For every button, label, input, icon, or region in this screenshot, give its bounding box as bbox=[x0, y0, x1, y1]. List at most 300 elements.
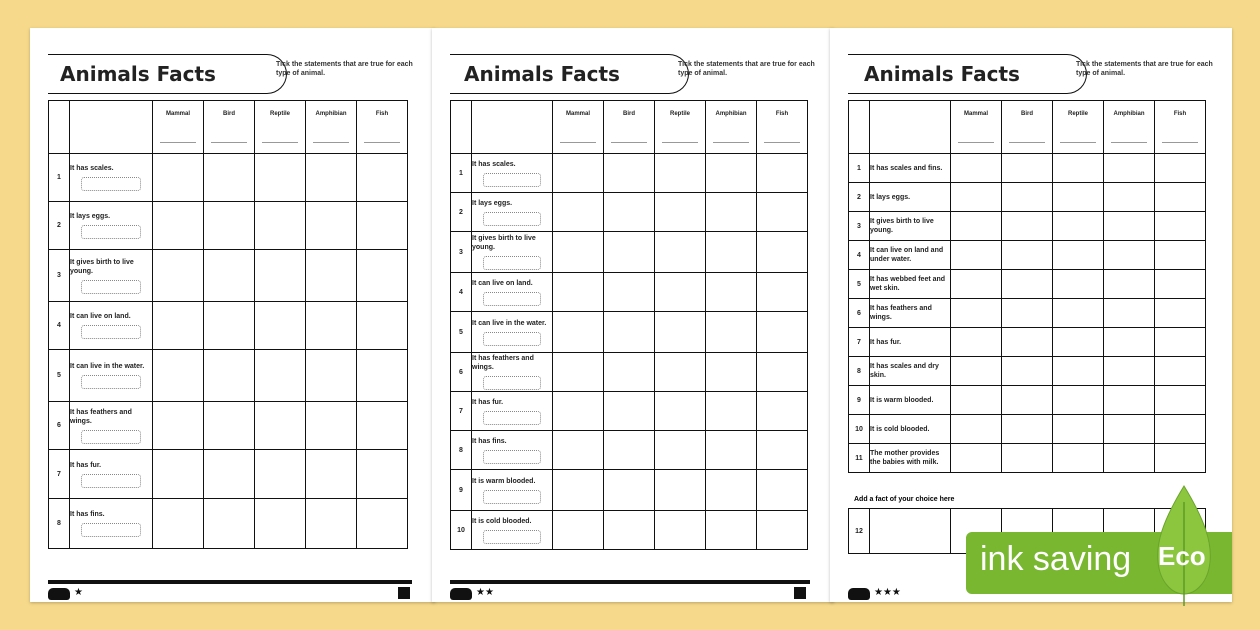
tick-box[interactable] bbox=[1104, 299, 1155, 328]
table-row bbox=[451, 232, 808, 273]
tick-box[interactable] bbox=[706, 431, 757, 470]
table-row bbox=[451, 470, 808, 511]
tick-box[interactable] bbox=[357, 350, 408, 402]
table-header-row bbox=[849, 101, 1206, 154]
table-row bbox=[49, 402, 408, 450]
tick-box[interactable] bbox=[306, 154, 357, 202]
statement-cell bbox=[472, 154, 553, 193]
tick-box[interactable] bbox=[204, 154, 255, 202]
tick-box[interactable] bbox=[306, 499, 357, 549]
tick-box[interactable] bbox=[1053, 415, 1104, 444]
tick-box[interactable] bbox=[1053, 270, 1104, 299]
statement-cell bbox=[472, 273, 553, 312]
statement-illustration-icon bbox=[81, 225, 140, 239]
statement-illustration-icon bbox=[483, 173, 541, 187]
animal-header-label: Fish bbox=[375, 111, 389, 117]
table-row bbox=[849, 241, 1206, 270]
tick-box[interactable] bbox=[604, 193, 655, 232]
title-tab bbox=[48, 54, 287, 94]
tick-box[interactable] bbox=[757, 431, 808, 470]
tick-box[interactable] bbox=[1053, 357, 1104, 386]
tick-box[interactable] bbox=[306, 450, 357, 499]
tick-box[interactable] bbox=[1053, 241, 1104, 270]
statement-text: It has feathers and wings. bbox=[472, 355, 534, 371]
tick-box[interactable] bbox=[357, 250, 408, 302]
statement-text: It gives birth to live young. bbox=[70, 258, 134, 275]
worksheet-1 bbox=[30, 28, 435, 602]
tick-box[interactable] bbox=[153, 350, 204, 402]
statement-header-cell bbox=[472, 101, 553, 154]
page-title: Animals Facts bbox=[864, 62, 1020, 86]
tick-box[interactable] bbox=[553, 232, 604, 273]
reptile-sketch-icon bbox=[662, 122, 698, 143]
title-tab bbox=[450, 54, 689, 94]
tick-box[interactable] bbox=[1053, 299, 1104, 328]
statement-cell bbox=[870, 241, 951, 270]
tick-box[interactable] bbox=[1002, 212, 1053, 241]
tick-box[interactable] bbox=[951, 270, 1002, 299]
tick-box[interactable] bbox=[553, 273, 604, 312]
statement-text: It lays eggs. bbox=[870, 193, 911, 201]
statement-text: It gives birth to live young. bbox=[472, 235, 536, 251]
bird-sketch-icon bbox=[1009, 122, 1045, 143]
tick-box[interactable] bbox=[604, 392, 655, 431]
animal-header-cell bbox=[1155, 101, 1206, 154]
row-number: 1 bbox=[849, 154, 870, 183]
tick-box[interactable] bbox=[1002, 444, 1053, 473]
table-header-row bbox=[49, 101, 408, 154]
brand-logo-icon bbox=[48, 588, 70, 600]
tick-box[interactable] bbox=[655, 154, 706, 193]
tick-box[interactable] bbox=[655, 470, 706, 511]
tick-box[interactable] bbox=[655, 273, 706, 312]
statement-cell bbox=[870, 299, 951, 328]
tick-box[interactable] bbox=[757, 312, 808, 353]
table-row bbox=[49, 450, 408, 499]
row-number: 12 bbox=[849, 509, 870, 554]
extra-fact-input[interactable] bbox=[870, 509, 951, 554]
tick-box[interactable] bbox=[1155, 299, 1206, 328]
row-number: 5 bbox=[849, 270, 870, 299]
table-row bbox=[49, 250, 408, 302]
tick-box[interactable] bbox=[153, 250, 204, 302]
statement-cell bbox=[870, 444, 951, 473]
statement-illustration-icon bbox=[483, 292, 541, 306]
table-row bbox=[849, 154, 1206, 183]
statement-cell bbox=[70, 350, 153, 402]
row-number: 4 bbox=[451, 273, 472, 312]
table-row bbox=[451, 353, 808, 392]
tick-box[interactable] bbox=[951, 386, 1002, 415]
tick-box[interactable] bbox=[706, 193, 757, 232]
tick-box[interactable] bbox=[604, 353, 655, 392]
table-row bbox=[849, 212, 1206, 241]
corner-cell bbox=[849, 101, 870, 154]
table-row bbox=[849, 183, 1206, 212]
tick-box[interactable] bbox=[1155, 386, 1206, 415]
tick-box[interactable] bbox=[255, 250, 306, 302]
reptile-sketch-icon bbox=[1060, 122, 1096, 143]
mammal-sketch-icon bbox=[958, 122, 994, 143]
footer-bar bbox=[48, 580, 412, 584]
row-number: 1 bbox=[49, 154, 70, 202]
tick-box[interactable] bbox=[604, 154, 655, 193]
statement-illustration-icon bbox=[81, 280, 140, 294]
tick-box[interactable] bbox=[655, 232, 706, 273]
tick-box[interactable] bbox=[655, 511, 706, 550]
tick-box[interactable] bbox=[1155, 270, 1206, 299]
animal-header-label: Fish bbox=[1173, 111, 1187, 117]
tick-box[interactable] bbox=[1155, 183, 1206, 212]
tick-box[interactable] bbox=[951, 212, 1002, 241]
tick-box[interactable] bbox=[204, 450, 255, 499]
tick-box[interactable] bbox=[951, 415, 1002, 444]
animal-header-label: Bird bbox=[223, 111, 235, 117]
tick-box[interactable] bbox=[706, 273, 757, 312]
statement-cell bbox=[870, 415, 951, 444]
animal-header-cell bbox=[306, 101, 357, 154]
statement-cell bbox=[870, 270, 951, 299]
tick-box[interactable] bbox=[1155, 444, 1206, 473]
statement-illustration-icon bbox=[81, 474, 140, 488]
fish-sketch-icon bbox=[1162, 122, 1198, 143]
animal-header-label: Mammal bbox=[165, 111, 190, 117]
tick-box[interactable] bbox=[255, 154, 306, 202]
tick-box[interactable] bbox=[757, 392, 808, 431]
animal-header-label: Amphibian bbox=[315, 111, 347, 117]
statement-cell bbox=[472, 470, 553, 511]
eco-label: Eco bbox=[1158, 541, 1206, 571]
tick-box[interactable] bbox=[1053, 154, 1104, 183]
tick-box[interactable] bbox=[604, 511, 655, 550]
statement-text: It has fins. bbox=[472, 437, 507, 445]
statement-cell bbox=[70, 402, 153, 450]
tick-box[interactable] bbox=[153, 499, 204, 549]
tick-box[interactable] bbox=[1104, 357, 1155, 386]
statement-illustration-icon bbox=[483, 530, 541, 544]
tick-box[interactable] bbox=[357, 202, 408, 250]
difficulty-stars: ★★★ bbox=[874, 587, 901, 598]
tick-box[interactable] bbox=[1104, 154, 1155, 183]
tick-box[interactable] bbox=[255, 450, 306, 499]
tick-box[interactable] bbox=[604, 232, 655, 273]
tick-box[interactable] bbox=[951, 357, 1002, 386]
statement-illustration-icon bbox=[483, 490, 541, 504]
statement-illustration-icon bbox=[81, 523, 140, 537]
tick-box[interactable] bbox=[1002, 183, 1053, 212]
statement-cell bbox=[70, 302, 153, 350]
tick-box[interactable] bbox=[1053, 212, 1104, 241]
tick-box[interactable] bbox=[655, 353, 706, 392]
table-row bbox=[849, 444, 1206, 473]
tick-box[interactable] bbox=[204, 402, 255, 450]
tick-box[interactable] bbox=[153, 154, 204, 202]
tick-box[interactable] bbox=[255, 350, 306, 402]
row-number: 6 bbox=[451, 353, 472, 392]
statement-text: It has fur. bbox=[472, 398, 504, 406]
row-number: 6 bbox=[849, 299, 870, 328]
tick-box[interactable] bbox=[357, 450, 408, 499]
tick-box[interactable] bbox=[1104, 270, 1155, 299]
statement-text: It is warm blooded. bbox=[472, 477, 536, 485]
tick-box[interactable] bbox=[706, 392, 757, 431]
tick-box[interactable] bbox=[204, 250, 255, 302]
tick-box[interactable] bbox=[153, 402, 204, 450]
facts-table bbox=[450, 100, 808, 550]
tick-box[interactable] bbox=[1002, 357, 1053, 386]
tick-box[interactable] bbox=[553, 431, 604, 470]
statement-illustration-icon bbox=[483, 212, 541, 226]
tick-box[interactable] bbox=[604, 273, 655, 312]
table-row bbox=[451, 273, 808, 312]
tick-box[interactable] bbox=[655, 312, 706, 353]
tick-box[interactable] bbox=[553, 470, 604, 511]
fish-sketch-icon bbox=[364, 122, 400, 143]
reptile-sketch-icon bbox=[262, 122, 298, 143]
row-number: 6 bbox=[49, 402, 70, 450]
statement-text: It has webbed feet and wet skin. bbox=[870, 276, 946, 292]
animal-header-cell bbox=[1104, 101, 1155, 154]
row-number: 7 bbox=[849, 328, 870, 357]
tick-box[interactable] bbox=[1002, 415, 1053, 444]
tick-box[interactable] bbox=[255, 202, 306, 250]
animal-header-label: Reptile bbox=[669, 111, 690, 117]
corner-cell bbox=[49, 101, 70, 154]
animal-header-cell bbox=[951, 101, 1002, 154]
animal-header-cell bbox=[706, 101, 757, 154]
brand-logo-icon bbox=[848, 588, 870, 600]
tick-box[interactable] bbox=[357, 402, 408, 450]
tick-box[interactable] bbox=[1002, 328, 1053, 357]
brand-logo-icon bbox=[450, 588, 472, 600]
row-number: 8 bbox=[451, 431, 472, 470]
table-row bbox=[49, 499, 408, 549]
tick-box[interactable] bbox=[153, 302, 204, 350]
statement-text: It has fins. bbox=[70, 511, 105, 518]
statement-cell bbox=[870, 357, 951, 386]
statement-cell bbox=[70, 154, 153, 202]
tick-box[interactable] bbox=[553, 312, 604, 353]
row-number: 11 bbox=[849, 444, 870, 473]
tick-box[interactable] bbox=[204, 499, 255, 549]
tick-box[interactable] bbox=[951, 444, 1002, 473]
tick-box[interactable] bbox=[1104, 183, 1155, 212]
tick-box[interactable] bbox=[655, 431, 706, 470]
tick-box[interactable] bbox=[951, 241, 1002, 270]
tick-box[interactable] bbox=[1002, 299, 1053, 328]
statement-cell bbox=[472, 431, 553, 470]
tick-box[interactable] bbox=[357, 302, 408, 350]
statement-illustration-icon bbox=[483, 376, 541, 390]
tick-box[interactable] bbox=[204, 202, 255, 250]
row-number: 9 bbox=[451, 470, 472, 511]
statement-cell bbox=[70, 450, 153, 499]
statement-text: It has scales and fins. bbox=[870, 164, 943, 172]
animal-header-label: Reptile bbox=[1067, 111, 1088, 117]
tick-box[interactable] bbox=[604, 431, 655, 470]
tick-box[interactable] bbox=[1155, 328, 1206, 357]
tick-box[interactable] bbox=[553, 511, 604, 550]
statement-illustration-icon bbox=[81, 430, 140, 444]
row-number: 3 bbox=[451, 232, 472, 273]
worksheet-2 bbox=[432, 28, 834, 602]
tick-box[interactable] bbox=[1104, 444, 1155, 473]
statement-cell bbox=[472, 511, 553, 550]
tick-box[interactable] bbox=[706, 312, 757, 353]
tick-box[interactable] bbox=[306, 402, 357, 450]
tick-box[interactable] bbox=[951, 154, 1002, 183]
tick-box[interactable] bbox=[306, 350, 357, 402]
animal-header-label: Mammal bbox=[963, 111, 988, 117]
tick-box[interactable] bbox=[1002, 154, 1053, 183]
tick-box[interactable] bbox=[757, 273, 808, 312]
tick-box[interactable] bbox=[757, 193, 808, 232]
statement-illustration-icon bbox=[483, 256, 541, 270]
table-row bbox=[451, 312, 808, 353]
animal-header-label: Fish bbox=[775, 111, 789, 117]
tick-box[interactable] bbox=[655, 392, 706, 431]
tick-box[interactable] bbox=[1155, 154, 1206, 183]
tick-box[interactable] bbox=[757, 511, 808, 550]
page-title: Animals Facts bbox=[464, 62, 620, 86]
tick-box[interactable] bbox=[757, 232, 808, 273]
row-number: 4 bbox=[49, 302, 70, 350]
tick-box[interactable] bbox=[757, 470, 808, 511]
statement-illustration-icon bbox=[483, 411, 541, 425]
statement-text: It can live on land and under water. bbox=[870, 247, 944, 263]
tick-box[interactable] bbox=[1104, 328, 1155, 357]
title-tab bbox=[848, 54, 1087, 94]
animal-header-label: Amphibian bbox=[715, 111, 747, 117]
tick-box[interactable] bbox=[951, 299, 1002, 328]
statement-cell bbox=[472, 232, 553, 273]
animal-header-cell bbox=[553, 101, 604, 154]
tick-box[interactable] bbox=[1002, 241, 1053, 270]
tick-box[interactable] bbox=[1104, 241, 1155, 270]
statement-text: It can live on land. bbox=[472, 279, 533, 287]
tick-box[interactable] bbox=[706, 232, 757, 273]
statement-cell bbox=[472, 392, 553, 431]
tick-box[interactable] bbox=[604, 312, 655, 353]
row-number: 9 bbox=[849, 386, 870, 415]
tick-box[interactable] bbox=[1053, 386, 1104, 415]
tick-box[interactable] bbox=[1053, 183, 1104, 212]
bird-sketch-icon bbox=[611, 122, 647, 143]
difficulty-stars: ★★ bbox=[476, 587, 494, 598]
amphibian-sketch-icon bbox=[1111, 122, 1147, 143]
tick-box[interactable] bbox=[1002, 386, 1053, 415]
row-number: 7 bbox=[49, 450, 70, 499]
tick-box[interactable] bbox=[255, 302, 306, 350]
animal-header-label: Mammal bbox=[565, 111, 590, 117]
tick-box[interactable] bbox=[951, 183, 1002, 212]
tick-box[interactable] bbox=[553, 392, 604, 431]
tick-box[interactable] bbox=[357, 154, 408, 202]
tick-box[interactable] bbox=[757, 353, 808, 392]
statement-cell bbox=[870, 328, 951, 357]
tick-box[interactable] bbox=[306, 202, 357, 250]
statement-cell bbox=[472, 312, 553, 353]
statement-cell bbox=[472, 193, 553, 232]
statement-text: It gives birth to live young. bbox=[870, 218, 934, 234]
animal-header-label: Bird bbox=[623, 111, 635, 117]
tick-box[interactable] bbox=[1155, 241, 1206, 270]
instructions: Tick the statements that are true for each type of animal. bbox=[678, 61, 815, 77]
tick-box[interactable] bbox=[1155, 357, 1206, 386]
tick-box[interactable] bbox=[306, 250, 357, 302]
row-number: 8 bbox=[849, 357, 870, 386]
qr-code-icon bbox=[398, 587, 410, 599]
statement-text: It can live on land. bbox=[70, 313, 131, 320]
statement-text: It has feathers and wings. bbox=[70, 408, 132, 425]
tick-box[interactable] bbox=[655, 193, 706, 232]
table-row bbox=[451, 511, 808, 550]
tick-box[interactable] bbox=[1053, 328, 1104, 357]
table-row bbox=[451, 154, 808, 193]
tick-box[interactable] bbox=[255, 402, 306, 450]
tick-box[interactable] bbox=[706, 470, 757, 511]
tick-box[interactable] bbox=[757, 154, 808, 193]
statement-cell bbox=[870, 154, 951, 183]
tick-box[interactable] bbox=[1155, 415, 1206, 444]
facts-table bbox=[48, 100, 408, 549]
tick-box[interactable] bbox=[1104, 415, 1155, 444]
instructions: Tick the statements that are true for each type of animal. bbox=[1076, 61, 1213, 77]
statement-cell bbox=[870, 183, 951, 212]
tick-box[interactable] bbox=[553, 353, 604, 392]
tick-box[interactable] bbox=[153, 202, 204, 250]
tick-box[interactable] bbox=[706, 511, 757, 550]
statement-text: It is warm blooded. bbox=[870, 396, 934, 404]
table-row bbox=[451, 193, 808, 232]
row-number: 3 bbox=[849, 212, 870, 241]
animal-header-cell bbox=[1053, 101, 1104, 154]
tick-box[interactable] bbox=[604, 470, 655, 511]
tick-box[interactable] bbox=[1002, 270, 1053, 299]
animal-header-cell bbox=[604, 101, 655, 154]
ink-saving-label: ink saving bbox=[980, 540, 1132, 578]
tick-box[interactable] bbox=[1104, 386, 1155, 415]
tick-box[interactable] bbox=[357, 499, 408, 549]
tick-box[interactable] bbox=[1053, 444, 1104, 473]
statement-text: It has scales. bbox=[472, 160, 516, 168]
table-row bbox=[451, 431, 808, 470]
table-row bbox=[49, 202, 408, 250]
tick-box[interactable] bbox=[706, 154, 757, 193]
tick-box[interactable] bbox=[1104, 212, 1155, 241]
tick-box[interactable] bbox=[706, 353, 757, 392]
tick-box[interactable] bbox=[1155, 212, 1206, 241]
statement-header-cell bbox=[870, 101, 951, 154]
tick-box[interactable] bbox=[553, 154, 604, 193]
animal-header-cell bbox=[153, 101, 204, 154]
row-number: 2 bbox=[849, 183, 870, 212]
tick-box[interactable] bbox=[951, 328, 1002, 357]
animal-header-cell bbox=[1002, 101, 1053, 154]
animal-header-label: Bird bbox=[1021, 111, 1033, 117]
tick-box[interactable] bbox=[553, 193, 604, 232]
tick-box[interactable] bbox=[153, 450, 204, 499]
table-row bbox=[49, 302, 408, 350]
tick-box[interactable] bbox=[204, 350, 255, 402]
tick-box[interactable] bbox=[306, 302, 357, 350]
statement-text: It lays eggs. bbox=[472, 199, 513, 207]
tick-box[interactable] bbox=[255, 499, 306, 549]
table-row bbox=[451, 392, 808, 431]
statement-header-cell bbox=[70, 101, 153, 154]
animal-header-label: Amphibian bbox=[1113, 111, 1145, 117]
tick-box[interactable] bbox=[204, 302, 255, 350]
